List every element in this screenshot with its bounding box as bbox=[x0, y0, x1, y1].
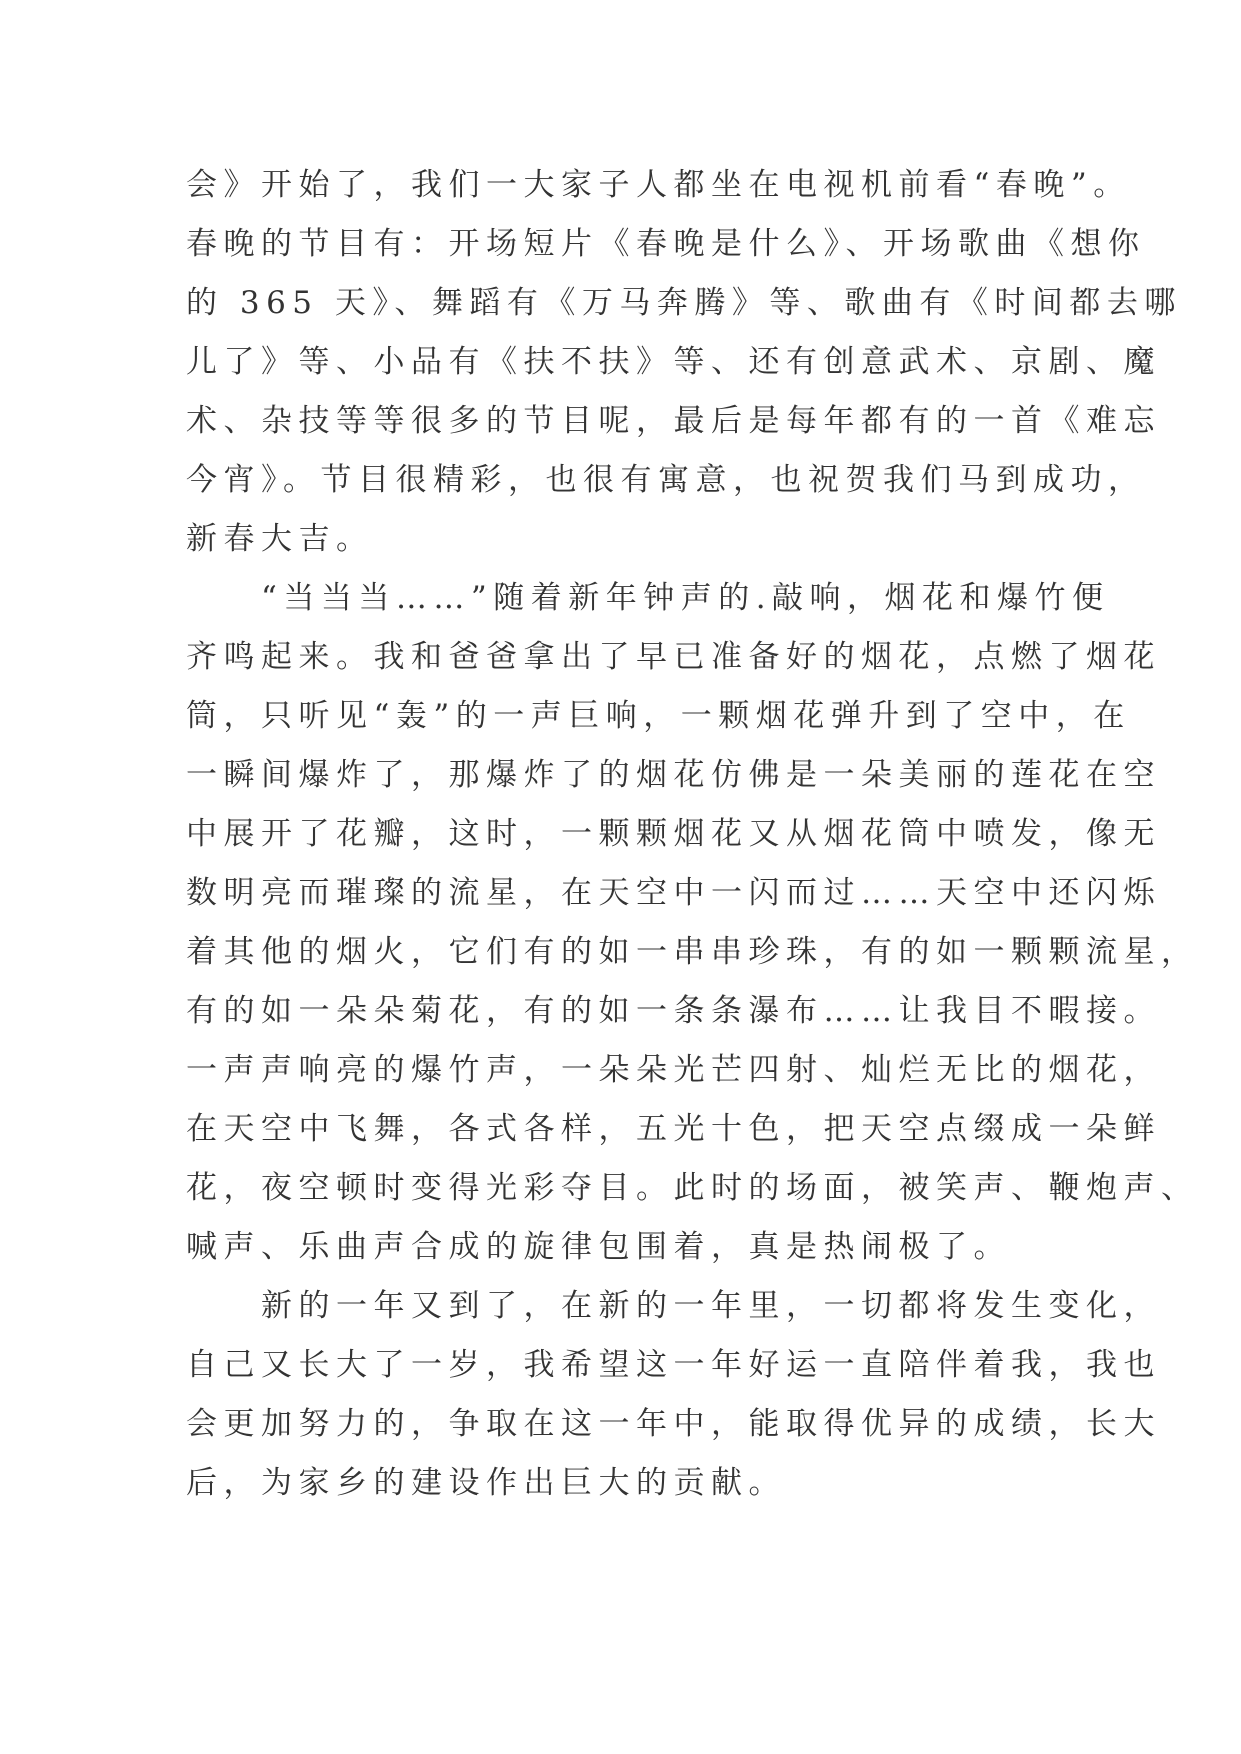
text-line: 着其他的烟火，它们有的如一串串珍珠，有的如一颗颗流星， bbox=[186, 934, 1199, 970]
text-line: 数明亮而璀璨的流星，在天空中一闪而过……天空中还闪烁 bbox=[186, 875, 1161, 911]
text-line: 中展开了花瓣，这时，一颗颗烟花又从烟花筒中喷发，像无 bbox=[186, 816, 1161, 852]
text-line: 齐鸣起来。我和爸爸拿出了早已准备好的烟花，点燃了烟花 bbox=[186, 639, 1161, 675]
paragraph-start-line: “当当当……”随着新年钟声的.敲响，烟花和爆竹便 bbox=[186, 580, 1110, 616]
text-line: 花，夜空顿时变得光彩夺目。此时的场面，被笑声、鞭炮声、 bbox=[186, 1170, 1199, 1206]
text-line: 新春大吉。 bbox=[186, 521, 374, 557]
text-line: 一瞬间爆炸了，那爆炸了的烟花仿佛是一朵美丽的莲花在空 bbox=[186, 757, 1161, 793]
text-line: 儿了》等、小品有《扶不扶》等、还有创意武术、京剧、魔 bbox=[186, 344, 1161, 380]
text-line: 有的如一朵朵菊花，有的如一条条瀑布……让我目不暇接。 bbox=[186, 993, 1161, 1029]
essay-body bbox=[186, 156, 1199, 1513]
text-line: 一声声响亮的爆竹声，一朵朵光芒四射、灿烂无比的烟花， bbox=[186, 1052, 1161, 1088]
text-line: 自己又长大了一岁，我希望这一年好运一直陪伴着我，我也 bbox=[186, 1347, 1161, 1383]
text-line: 会更加努力的，争取在这一年中，能取得优异的成绩，长大 bbox=[186, 1406, 1161, 1442]
text-line: 今宵》。节目很精彩，也很有寓意，也祝贺我们马到成功， bbox=[186, 462, 1146, 498]
text-line: 会》开始了，我们一大家子人都坐在电视机前看“春晚”。 bbox=[186, 167, 1131, 203]
text-line: 的 365 天》、舞蹈有《万马奔腾》等、歌曲有《时间都去哪 bbox=[186, 285, 1182, 321]
text-line: 术、杂技等等很多的节目呢，最后是每年都有的一首《难忘 bbox=[186, 403, 1161, 439]
text-line: 春晚的节目有：开场短片《春晚是什么》、开场歌曲《想你 bbox=[186, 226, 1146, 262]
text-line: 在天空中飞舞，各式各样，五光十色，把天空点缀成一朵鲜 bbox=[186, 1111, 1161, 1147]
text-line: 筒，只听见“轰”的一声巨响，一颗烟花弹升到了空中，在 bbox=[186, 698, 1131, 734]
text-line: 后，为家乡的建设作出巨大的贡献。 bbox=[186, 1465, 786, 1501]
paragraph-start-line: 新的一年又到了，在新的一年里，一切都将发生变化， bbox=[186, 1288, 1161, 1324]
text-line: 喊声、乐曲声合成的旋律包围着，真是热闹极了。 bbox=[186, 1229, 1011, 1265]
